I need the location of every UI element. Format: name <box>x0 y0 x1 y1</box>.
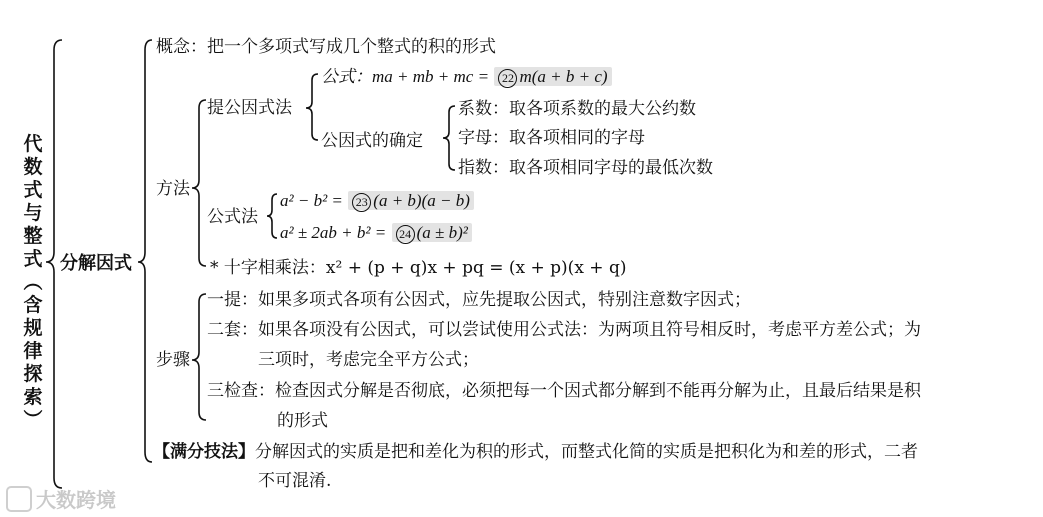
blank-answer-24: (a ± b)² <box>416 223 468 242</box>
watermark-text: 大数跨境 <box>36 488 116 512</box>
perfect-square-lhs: a² ± 2ab + b² = <box>280 223 387 242</box>
root-title-char: 律 <box>23 340 43 362</box>
brace-steps <box>192 294 206 420</box>
diff-squares-lhs: a² − b² = <box>280 191 343 210</box>
root-title-char: 式 <box>23 248 43 270</box>
blank-answer-23: (a + b)(a − b) <box>373 191 470 210</box>
root-title-char: 探 <box>23 363 43 385</box>
root-title <box>13 133 53 432</box>
root-title-char: 索 <box>23 386 43 408</box>
step-apply-formula: 二套：如果各项没有公因式，可以尝试使用公式法：为两项且符号相反时，考虑平方差公式；为 <box>207 320 921 340</box>
concept-text: 概念：把一个多项式写成几个整式的积的形式 <box>156 37 496 57</box>
root-title-char: ︵ <box>23 271 43 293</box>
formula-prefix: 公式：ma + mb + mc = <box>321 67 490 86</box>
answer-blank-22 <box>494 67 611 86</box>
root-title-char: 数 <box>23 156 43 178</box>
tip-label: 【满分技法】 <box>153 442 255 462</box>
topic-label: 分解因式 <box>60 253 132 274</box>
blank-number-24: 24 <box>396 225 415 244</box>
step-apply-formula-cont: 三项时，考虑完全平方公式； <box>258 350 479 370</box>
tip-block <box>153 441 918 463</box>
root-title-char: 规 <box>23 317 43 339</box>
rule-coefficient: 系数：取各项系数的最大公约数 <box>458 99 696 119</box>
cross-multiplication-method: * 十字相乘法：x² + (p + q)x + pq = (x + p)(x + q) <box>210 258 627 278</box>
brace-topic <box>138 40 152 462</box>
watermark <box>6 484 116 513</box>
root-title-char: ︶ <box>23 409 43 431</box>
common-factor-formula <box>321 66 612 88</box>
methods-label: 方法 <box>156 179 190 199</box>
rule-exponent: 指数：取各项相同字母的最低次数 <box>458 158 713 178</box>
root-title-char: 含 <box>23 294 43 316</box>
formula-method-label: 公式法 <box>207 207 258 227</box>
blank-number-23: 23 <box>352 193 371 212</box>
blank-number-22: 22 <box>498 69 517 88</box>
difference-of-squares <box>280 190 474 212</box>
step-extract: 一提：如果多项式各项有公因式，应先提取公因式，特别注意数字因式； <box>207 290 751 310</box>
steps-label: 步骤 <box>156 350 190 370</box>
root-title-char: 式 <box>23 179 43 201</box>
step-check-cont: 的形式 <box>277 411 328 431</box>
answer-blank-24 <box>392 223 472 242</box>
tip-line-2: 不可混淆. <box>258 471 332 491</box>
root-title-char: 代 <box>23 133 43 155</box>
watermark-logo-icon <box>6 486 32 512</box>
answer-blank-23 <box>348 191 474 210</box>
brace-formula <box>267 194 277 238</box>
brace-common-factor <box>306 74 318 140</box>
perfect-square <box>280 222 472 244</box>
root-title-char: 整 <box>23 225 43 247</box>
blank-answer-22: m(a + b + c) <box>519 67 608 86</box>
tip-line-1: 分解因式的实质是把和差化为积的形式，而整式化简的实质是把积化为和差的形式，二者 <box>255 442 918 462</box>
rule-letters: 字母：取各项相同的字母 <box>458 128 645 148</box>
brace-determine <box>443 106 455 170</box>
determine-label: 公因式的确定 <box>321 131 423 151</box>
root-title-char: 与 <box>23 202 43 224</box>
common-factor-label: 提公因式法 <box>207 98 292 118</box>
step-check: 三检查：检查因式分解是否彻底，必须把每一个因式都分解到不能再分解为止，且最后结果是积 <box>207 381 921 401</box>
brace-methods <box>192 100 206 266</box>
